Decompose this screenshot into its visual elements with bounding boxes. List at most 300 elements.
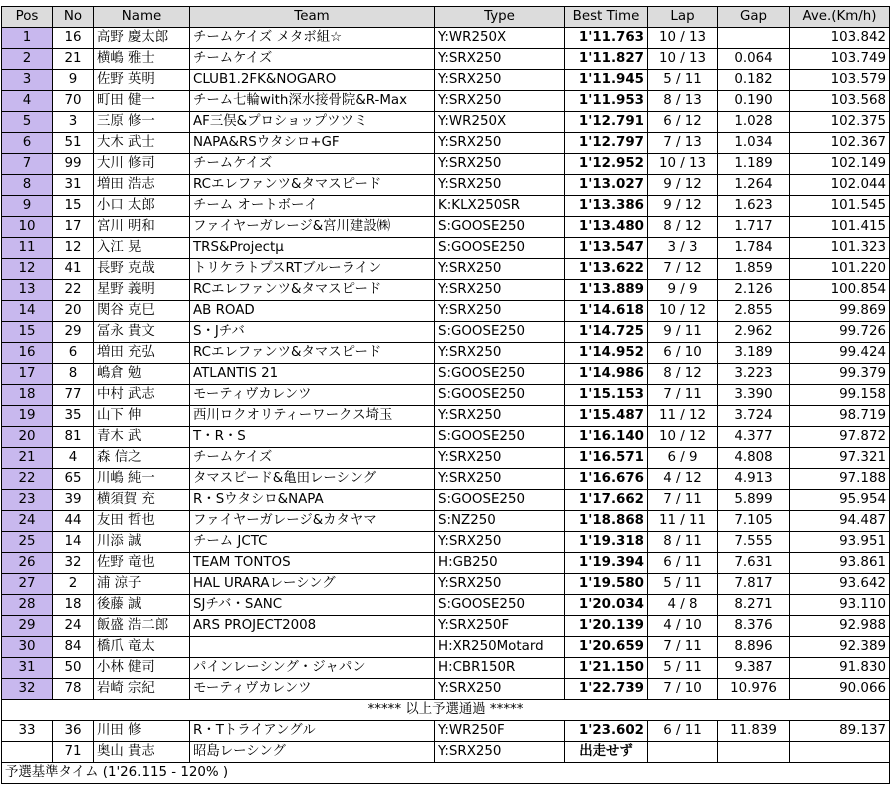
cell-team: AF三俣&プロショップツツミ bbox=[190, 112, 435, 133]
cell-name: 飯盛 浩二郎 bbox=[94, 616, 190, 637]
cell-type: Y:SRX250 bbox=[435, 91, 565, 112]
cell-no: 70 bbox=[53, 91, 94, 112]
cell-lap: 9 / 12 bbox=[648, 175, 718, 196]
cell-name: 青木 武 bbox=[94, 427, 190, 448]
cell-team: チーム JCTC bbox=[190, 532, 435, 553]
cell-ave: 102.367 bbox=[790, 133, 890, 154]
cell-gap bbox=[718, 742, 790, 763]
cell-lap: 8 / 12 bbox=[648, 217, 718, 238]
cell-team: チームケイズ メタボ組☆ bbox=[190, 28, 435, 49]
cell-gap: 10.976 bbox=[718, 679, 790, 700]
cell-best: 1'19.580 bbox=[565, 574, 648, 595]
table-row bbox=[2, 616, 890, 637]
table-row bbox=[2, 259, 890, 280]
cell-best: 1'20.139 bbox=[565, 616, 648, 637]
cell-best: 1'20.034 bbox=[565, 595, 648, 616]
cell-best: 1'18.868 bbox=[565, 511, 648, 532]
cell-pos: 4 bbox=[2, 91, 53, 112]
cell-best: 1'14.618 bbox=[565, 301, 648, 322]
table-row bbox=[2, 133, 890, 154]
cell-best: 1'22.739 bbox=[565, 679, 648, 700]
table-row bbox=[2, 637, 890, 658]
cell-type: S:GOOSE250 bbox=[435, 238, 565, 259]
footer-row bbox=[2, 763, 890, 784]
cell-best: 1'13.386 bbox=[565, 196, 648, 217]
cell-gap: 0.190 bbox=[718, 91, 790, 112]
cell-best: 1'16.571 bbox=[565, 448, 648, 469]
cell-pos: 29 bbox=[2, 616, 53, 637]
cell-no: 51 bbox=[53, 133, 94, 154]
cell-name: 三原 修一 bbox=[94, 112, 190, 133]
cell-ave bbox=[790, 742, 890, 763]
cell-name: 関谷 克巳 bbox=[94, 301, 190, 322]
cell-lap: 7 / 11 bbox=[648, 385, 718, 406]
cell-pos: 27 bbox=[2, 574, 53, 595]
cell-type: Y:SRX250 bbox=[435, 469, 565, 490]
cell-lap: 9 / 9 bbox=[648, 280, 718, 301]
cell-pos: 33 bbox=[2, 721, 53, 742]
cell-best: 1'12.797 bbox=[565, 133, 648, 154]
cell-pos: 23 bbox=[2, 490, 53, 511]
table-row bbox=[2, 238, 890, 259]
cell-lap: 4 / 10 bbox=[648, 616, 718, 637]
header-team: Team bbox=[190, 7, 435, 28]
cell-gap: 1.028 bbox=[718, 112, 790, 133]
non-qualified-rows bbox=[2, 721, 890, 763]
cell-no: 71 bbox=[53, 742, 94, 763]
cell-best: 1'20.659 bbox=[565, 637, 648, 658]
cell-type: S:GOOSE250 bbox=[435, 385, 565, 406]
cell-ave: 103.842 bbox=[790, 28, 890, 49]
header-name: Name bbox=[94, 7, 190, 28]
cell-best: 1'16.140 bbox=[565, 427, 648, 448]
header-row bbox=[2, 7, 890, 28]
table-row bbox=[2, 532, 890, 553]
cell-type: Y:SRX250 bbox=[435, 301, 565, 322]
cell-name: 増田 充弘 bbox=[94, 343, 190, 364]
cell-best: 1'16.676 bbox=[565, 469, 648, 490]
cell-gap: 8.376 bbox=[718, 616, 790, 637]
table-row bbox=[2, 385, 890, 406]
table-row bbox=[2, 175, 890, 196]
cell-no: 17 bbox=[53, 217, 94, 238]
cell-team: SJチバ・SANC bbox=[190, 595, 435, 616]
cell-best: 1'11.953 bbox=[565, 91, 648, 112]
cell-best: 1'13.480 bbox=[565, 217, 648, 238]
header-type: Type bbox=[435, 7, 565, 28]
cell-team: タマスピード&亀田レーシング bbox=[190, 469, 435, 490]
cell-team: ATLANTIS 21 bbox=[190, 364, 435, 385]
header-ave: Ave.(Km/h) bbox=[790, 7, 890, 28]
cell-pos: 2 bbox=[2, 49, 53, 70]
cell-team: ファイヤーガレージ&宮川建設㈱ bbox=[190, 217, 435, 238]
cell-name: 星野 義明 bbox=[94, 280, 190, 301]
cell-ave: 92.988 bbox=[790, 616, 890, 637]
cell-pos: 19 bbox=[2, 406, 53, 427]
cell-lap: 7 / 11 bbox=[648, 490, 718, 511]
cell-no: 81 bbox=[53, 427, 94, 448]
cell-lap: 7 / 13 bbox=[648, 133, 718, 154]
cell-pos: 13 bbox=[2, 280, 53, 301]
cell-team: モーティヴカレンツ bbox=[190, 385, 435, 406]
table-row bbox=[2, 70, 890, 91]
cell-name: 長野 克哉 bbox=[94, 259, 190, 280]
cell-pos: 16 bbox=[2, 343, 53, 364]
cell-type: S:GOOSE250 bbox=[435, 595, 565, 616]
cell-type: Y:SRX250 bbox=[435, 679, 565, 700]
cell-type: Y:SRX250 bbox=[435, 259, 565, 280]
table-row bbox=[2, 364, 890, 385]
cell-pos: 22 bbox=[2, 469, 53, 490]
cell-type: Y:WR250X bbox=[435, 112, 565, 133]
cell-pos bbox=[2, 742, 53, 763]
cell-pos: 28 bbox=[2, 595, 53, 616]
table-row bbox=[2, 658, 890, 679]
qualification-separator: ***** 以上予選通過 ***** bbox=[2, 700, 890, 721]
cell-ave: 99.158 bbox=[790, 385, 890, 406]
cell-team: パインレーシング・ジャパン bbox=[190, 658, 435, 679]
cell-team: RCエレファンツ&タマスピード bbox=[190, 280, 435, 301]
cell-name: 高野 慶太郎 bbox=[94, 28, 190, 49]
cell-team: チームケイズ bbox=[190, 154, 435, 175]
cell-ave: 103.749 bbox=[790, 49, 890, 70]
cell-team: CLUB1.2FK&NOGARO bbox=[190, 70, 435, 91]
cell-pos: 3 bbox=[2, 70, 53, 91]
table-row bbox=[2, 448, 890, 469]
cell-ave: 101.220 bbox=[790, 259, 890, 280]
cell-best: 1'23.602 bbox=[565, 721, 648, 742]
cell-ave: 102.375 bbox=[790, 112, 890, 133]
cell-lap: 6 / 12 bbox=[648, 112, 718, 133]
cell-best: 出走せず bbox=[565, 742, 648, 763]
table-row bbox=[2, 427, 890, 448]
cell-ave: 99.424 bbox=[790, 343, 890, 364]
header-lap: Lap bbox=[648, 7, 718, 28]
cell-team: HAL URARAレーシング bbox=[190, 574, 435, 595]
cell-no: 50 bbox=[53, 658, 94, 679]
cell-pos: 5 bbox=[2, 112, 53, 133]
cell-pos: 30 bbox=[2, 637, 53, 658]
cell-ave: 92.389 bbox=[790, 637, 890, 658]
cell-gap: 1.034 bbox=[718, 133, 790, 154]
cell-type: Y:SRX250 bbox=[435, 49, 565, 70]
table-row bbox=[2, 721, 890, 742]
cell-ave: 97.321 bbox=[790, 448, 890, 469]
cell-team: チーム七輪with深水接骨院&R-Max bbox=[190, 91, 435, 112]
table-row bbox=[2, 679, 890, 700]
cell-best: 1'19.318 bbox=[565, 532, 648, 553]
cell-team: ファイヤーガレージ&カタヤマ bbox=[190, 511, 435, 532]
cell-no: 14 bbox=[53, 532, 94, 553]
cell-lap: 5 / 11 bbox=[648, 70, 718, 91]
cell-type: Y:SRX250 bbox=[435, 70, 565, 91]
cell-best: 1'17.662 bbox=[565, 490, 648, 511]
table-row bbox=[2, 322, 890, 343]
table-row bbox=[2, 154, 890, 175]
table-row bbox=[2, 574, 890, 595]
cell-no: 12 bbox=[53, 238, 94, 259]
cell-team: 昭島レーシング bbox=[190, 742, 435, 763]
cell-gap: 2.855 bbox=[718, 301, 790, 322]
cell-lap: 10 / 13 bbox=[648, 28, 718, 49]
cell-lap: 9 / 11 bbox=[648, 322, 718, 343]
results-table bbox=[1, 6, 890, 784]
cell-gap: 2.962 bbox=[718, 322, 790, 343]
cell-name: 橋爪 竜太 bbox=[94, 637, 190, 658]
cell-team: S・Jチバ bbox=[190, 322, 435, 343]
cell-type: Y:SRX250 bbox=[435, 532, 565, 553]
cell-ave: 101.323 bbox=[790, 238, 890, 259]
cell-name: 小口 太郎 bbox=[94, 196, 190, 217]
cell-no: 4 bbox=[53, 448, 94, 469]
cell-ave: 93.642 bbox=[790, 574, 890, 595]
cell-name: 冨永 貴文 bbox=[94, 322, 190, 343]
cell-no: 32 bbox=[53, 553, 94, 574]
cell-best: 1'11.827 bbox=[565, 49, 648, 70]
cell-name: 嶋倉 勉 bbox=[94, 364, 190, 385]
cell-gap: 1.189 bbox=[718, 154, 790, 175]
cell-gap: 3.724 bbox=[718, 406, 790, 427]
cell-ave: 103.568 bbox=[790, 91, 890, 112]
cell-gap: 1.859 bbox=[718, 259, 790, 280]
cell-type: Y:SRX250 bbox=[435, 280, 565, 301]
cell-name: 大川 修司 bbox=[94, 154, 190, 175]
header-no: No bbox=[53, 7, 94, 28]
cell-lap: 10 / 12 bbox=[648, 427, 718, 448]
cell-lap: 4 / 12 bbox=[648, 469, 718, 490]
header-pos: Pos bbox=[2, 7, 53, 28]
cell-pos: 7 bbox=[2, 154, 53, 175]
cell-pos: 25 bbox=[2, 532, 53, 553]
cell-lap: 6 / 11 bbox=[648, 721, 718, 742]
cell-team: モーティヴカレンツ bbox=[190, 679, 435, 700]
cell-lap: 6 / 10 bbox=[648, 343, 718, 364]
cell-type: Y:WR250F bbox=[435, 721, 565, 742]
cell-lap bbox=[648, 742, 718, 763]
cell-no: 35 bbox=[53, 406, 94, 427]
cell-ave: 102.149 bbox=[790, 154, 890, 175]
cell-team: AB ROAD bbox=[190, 301, 435, 322]
table-row bbox=[2, 343, 890, 364]
cell-team: NAPA&RSウタシロ+GF bbox=[190, 133, 435, 154]
cell-no: 24 bbox=[53, 616, 94, 637]
cell-type: Y:SRX250 bbox=[435, 175, 565, 196]
cell-ave: 100.854 bbox=[790, 280, 890, 301]
cell-gap: 4.377 bbox=[718, 427, 790, 448]
table-row bbox=[2, 217, 890, 238]
cell-pos: 17 bbox=[2, 364, 53, 385]
cell-best: 1'15.153 bbox=[565, 385, 648, 406]
cell-no: 8 bbox=[53, 364, 94, 385]
cell-no: 21 bbox=[53, 49, 94, 70]
cell-name: 岩崎 宗紀 bbox=[94, 679, 190, 700]
cell-lap: 9 / 12 bbox=[648, 196, 718, 217]
cell-team bbox=[190, 637, 435, 658]
cell-lap: 11 / 12 bbox=[648, 406, 718, 427]
cell-pos: 31 bbox=[2, 658, 53, 679]
cell-gap: 3.223 bbox=[718, 364, 790, 385]
cell-no: 22 bbox=[53, 280, 94, 301]
table-row bbox=[2, 553, 890, 574]
cell-gap: 4.913 bbox=[718, 469, 790, 490]
cell-ave: 99.726 bbox=[790, 322, 890, 343]
cell-lap: 8 / 11 bbox=[648, 532, 718, 553]
cell-gap: 0.182 bbox=[718, 70, 790, 91]
cell-ave: 93.951 bbox=[790, 532, 890, 553]
cell-type: S:GOOSE250 bbox=[435, 217, 565, 238]
cell-type: Y:SRX250F bbox=[435, 616, 565, 637]
cell-pos: 20 bbox=[2, 427, 53, 448]
cell-no: 36 bbox=[53, 721, 94, 742]
cell-no: 15 bbox=[53, 196, 94, 217]
cell-lap: 7 / 11 bbox=[648, 637, 718, 658]
header-best-time: Best Time bbox=[565, 7, 648, 28]
cell-lap: 8 / 12 bbox=[648, 364, 718, 385]
cell-name: 大木 武士 bbox=[94, 133, 190, 154]
cell-best: 1'11.945 bbox=[565, 70, 648, 91]
cell-gap: 1.264 bbox=[718, 175, 790, 196]
cell-gap: 1.784 bbox=[718, 238, 790, 259]
cell-pos: 8 bbox=[2, 175, 53, 196]
cell-lap: 7 / 12 bbox=[648, 259, 718, 280]
cell-pos: 9 bbox=[2, 196, 53, 217]
cell-type: Y:SRX250 bbox=[435, 742, 565, 763]
cell-pos: 21 bbox=[2, 448, 53, 469]
cell-type: H:GB250 bbox=[435, 553, 565, 574]
cell-no: 16 bbox=[53, 28, 94, 49]
cell-ave: 89.137 bbox=[790, 721, 890, 742]
cell-lap: 8 / 13 bbox=[648, 91, 718, 112]
cell-team: チーム オートボーイ bbox=[190, 196, 435, 217]
cell-type: S:GOOSE250 bbox=[435, 322, 565, 343]
cell-name: 後藤 誠 bbox=[94, 595, 190, 616]
cell-name: 山下 伸 bbox=[94, 406, 190, 427]
cell-lap: 4 / 8 bbox=[648, 595, 718, 616]
table-row bbox=[2, 196, 890, 217]
cell-no: 44 bbox=[53, 511, 94, 532]
cell-team: TEAM TONTOS bbox=[190, 553, 435, 574]
cell-team: TRS&Projectμ bbox=[190, 238, 435, 259]
cell-name: 横嶋 雅士 bbox=[94, 49, 190, 70]
cell-lap: 5 / 11 bbox=[648, 658, 718, 679]
cell-best: 1'15.487 bbox=[565, 406, 648, 427]
cell-ave: 95.954 bbox=[790, 490, 890, 511]
cell-no: 2 bbox=[53, 574, 94, 595]
cell-lap: 11 / 11 bbox=[648, 511, 718, 532]
cell-type: Y:WR250X bbox=[435, 28, 565, 49]
cell-team: RCエレファンツ&タマスピード bbox=[190, 343, 435, 364]
cell-gap: 8.896 bbox=[718, 637, 790, 658]
cell-gap: 9.387 bbox=[718, 658, 790, 679]
cell-name: 増田 浩志 bbox=[94, 175, 190, 196]
table-row bbox=[2, 28, 890, 49]
cell-lap: 3 / 3 bbox=[648, 238, 718, 259]
cell-ave: 103.579 bbox=[790, 70, 890, 91]
cell-best: 1'19.394 bbox=[565, 553, 648, 574]
cell-no: 6 bbox=[53, 343, 94, 364]
cell-pos: 24 bbox=[2, 511, 53, 532]
cell-gap: 0.064 bbox=[718, 49, 790, 70]
cell-team: R・Tトライアングル bbox=[190, 721, 435, 742]
cell-ave: 94.487 bbox=[790, 511, 890, 532]
cell-type: Y:SRX250 bbox=[435, 574, 565, 595]
cell-pos: 12 bbox=[2, 259, 53, 280]
cell-name: 横須賀 充 bbox=[94, 490, 190, 511]
cell-gap: 7.817 bbox=[718, 574, 790, 595]
cell-type: Y:SRX250 bbox=[435, 343, 565, 364]
cell-type: Y:SRX250 bbox=[435, 448, 565, 469]
cell-no: 3 bbox=[53, 112, 94, 133]
cell-gap: 1.717 bbox=[718, 217, 790, 238]
table-row bbox=[2, 49, 890, 70]
table-row bbox=[2, 511, 890, 532]
table-row bbox=[2, 469, 890, 490]
cell-best: 1'14.952 bbox=[565, 343, 648, 364]
table-row bbox=[2, 406, 890, 427]
cell-gap: 5.899 bbox=[718, 490, 790, 511]
cell-name: 川嶋 純一 bbox=[94, 469, 190, 490]
cell-gap: 1.623 bbox=[718, 196, 790, 217]
cell-name: 町田 健一 bbox=[94, 91, 190, 112]
cell-best: 1'14.986 bbox=[565, 364, 648, 385]
cell-no: 9 bbox=[53, 70, 94, 91]
cell-best: 1'13.889 bbox=[565, 280, 648, 301]
cell-pos: 18 bbox=[2, 385, 53, 406]
cell-type: Y:SRX250 bbox=[435, 406, 565, 427]
table-row bbox=[2, 91, 890, 112]
table-row bbox=[2, 742, 890, 763]
cell-pos: 10 bbox=[2, 217, 53, 238]
cell-ave: 90.066 bbox=[790, 679, 890, 700]
table-row bbox=[2, 280, 890, 301]
cell-type: Y:SRX250 bbox=[435, 133, 565, 154]
cell-lap: 7 / 10 bbox=[648, 679, 718, 700]
cell-lap: 10 / 12 bbox=[648, 301, 718, 322]
cell-best: 1'13.027 bbox=[565, 175, 648, 196]
cell-gap: 4.808 bbox=[718, 448, 790, 469]
cell-team: トリケラトプスRTブルーライン bbox=[190, 259, 435, 280]
cell-ave: 93.861 bbox=[790, 553, 890, 574]
cell-no: 84 bbox=[53, 637, 94, 658]
cell-best: 1'12.791 bbox=[565, 112, 648, 133]
cell-best: 1'21.150 bbox=[565, 658, 648, 679]
cell-best: 1'13.622 bbox=[565, 259, 648, 280]
cell-lap: 6 / 9 bbox=[648, 448, 718, 469]
cell-type: S:GOOSE250 bbox=[435, 364, 565, 385]
cell-name: 奥山 貴志 bbox=[94, 742, 190, 763]
cell-pos: 26 bbox=[2, 553, 53, 574]
cell-type: S:NZ250 bbox=[435, 511, 565, 532]
cell-no: 99 bbox=[53, 154, 94, 175]
cell-gap bbox=[718, 28, 790, 49]
cell-pos: 14 bbox=[2, 301, 53, 322]
cell-ave: 98.719 bbox=[790, 406, 890, 427]
cell-gap: 3.390 bbox=[718, 385, 790, 406]
cell-name: 佐野 英明 bbox=[94, 70, 190, 91]
qualified-rows bbox=[2, 28, 890, 700]
separator-row bbox=[2, 700, 890, 721]
cell-ave: 101.545 bbox=[790, 196, 890, 217]
cell-no: 39 bbox=[53, 490, 94, 511]
cell-ave: 99.869 bbox=[790, 301, 890, 322]
table-row bbox=[2, 595, 890, 616]
cell-name: 佐野 竜也 bbox=[94, 553, 190, 574]
cell-no: 29 bbox=[53, 322, 94, 343]
table-row bbox=[2, 490, 890, 511]
cell-gap: 2.126 bbox=[718, 280, 790, 301]
cell-name: 中村 武志 bbox=[94, 385, 190, 406]
cell-team: チームケイズ bbox=[190, 448, 435, 469]
